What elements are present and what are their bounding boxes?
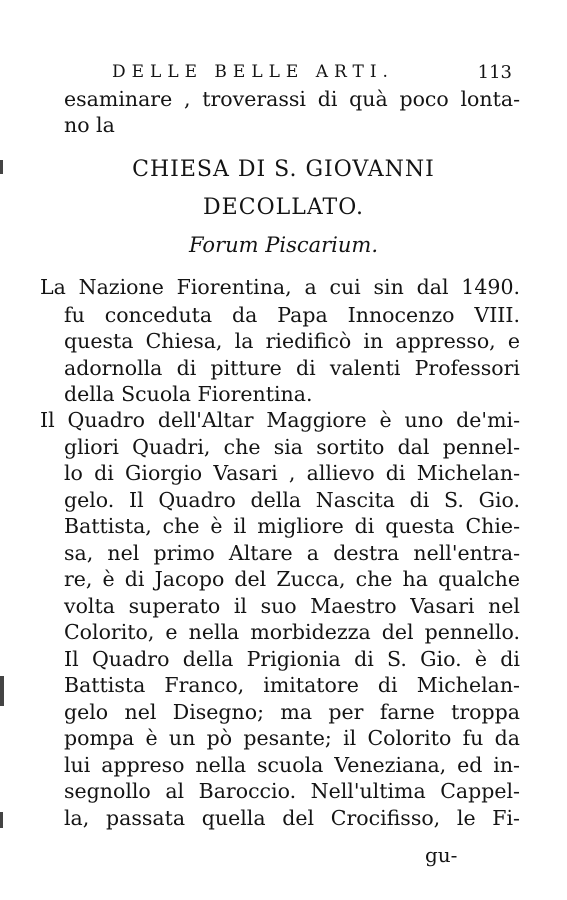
paragraph2-line-4: gelo. Il Quadro della Nascita di S. Gio. [64,488,520,512]
paragraph2-line-15: segnollo al Baroccio. Nell'ultima Cappel- [64,779,520,803]
margin-mark-bottom [0,812,3,828]
paragraph2-line-2: gliori Quadri, che sia sortito dal pennel- [64,435,520,459]
paragraph1-line-5: della Scuola Fiorentina. [64,382,313,406]
page-number: 113 [477,62,512,83]
paragraph2-line-13: pompa è un pò pesante; il Colorito fu da [64,726,520,750]
running-head [112,62,512,86]
intro-line-2: no la [64,113,115,137]
running-head-title: DELLE BELLE ARTI. [112,62,394,82]
paragraph2-line-1: Il Quadro dell'Altar Maggiore è uno de'mi- [40,408,520,432]
paragraph2-line-14: lui appreso nella scuola Veneziana, ed in- [64,753,520,777]
paragraph2-line-9: Colorito, e nella morbidezza del pennello. [64,620,520,644]
catchword: gu- [425,843,458,867]
paragraph1-line-2: fu conceduta da Papa Innocenzo VIII. [64,303,520,327]
paragraph1-line-4: adornolla di pitture di valenti Professori [64,356,520,380]
paragraph2-line-3: lo di Giorgio Vasari , allievo di Michelan- [64,461,520,485]
intro-line-1: esaminare , troverassi di quà poco lonta- [64,87,520,111]
section-title-line-2: DECOLLATO. [203,195,364,220]
paragraph2-line-12: gelo nel Disegno; ma per farne troppa [64,700,520,724]
section-subtitle: Forum Piscarium. [189,233,378,257]
paragraph1-line-3: questa Chiesa, la riedificò in appresso, e [64,329,520,353]
paragraph2-line-5: Battista, che è il migliore di questa Chie- [64,514,520,538]
paragraph2-line-16: la, passata quella del Crocifisso, le Fi- [64,806,520,830]
paragraph2-line-11: Battista Franco, imitatore di Michelan- [64,673,520,697]
margin-mark-top [0,160,3,174]
paragraph2-line-8: volta superato il suo Maestro Vasari nel [64,594,520,618]
paragraph2-line-7: re, è di Jacopo del Zucca, che ha qualche [64,567,520,591]
paragraph2-line-10: Il Quadro della Prigionia di S. Gio. è di [64,647,520,671]
paragraph2-line-6: sa, nel primo Altare a destra nell'entra- [64,541,520,565]
margin-mark-middle [0,676,4,706]
paragraph1-line-1: La Nazione Fiorentina, a cui sin dal 1490. [40,275,520,299]
section-title-line-1: CHIESA DI S. GIOVANNI [132,157,435,182]
